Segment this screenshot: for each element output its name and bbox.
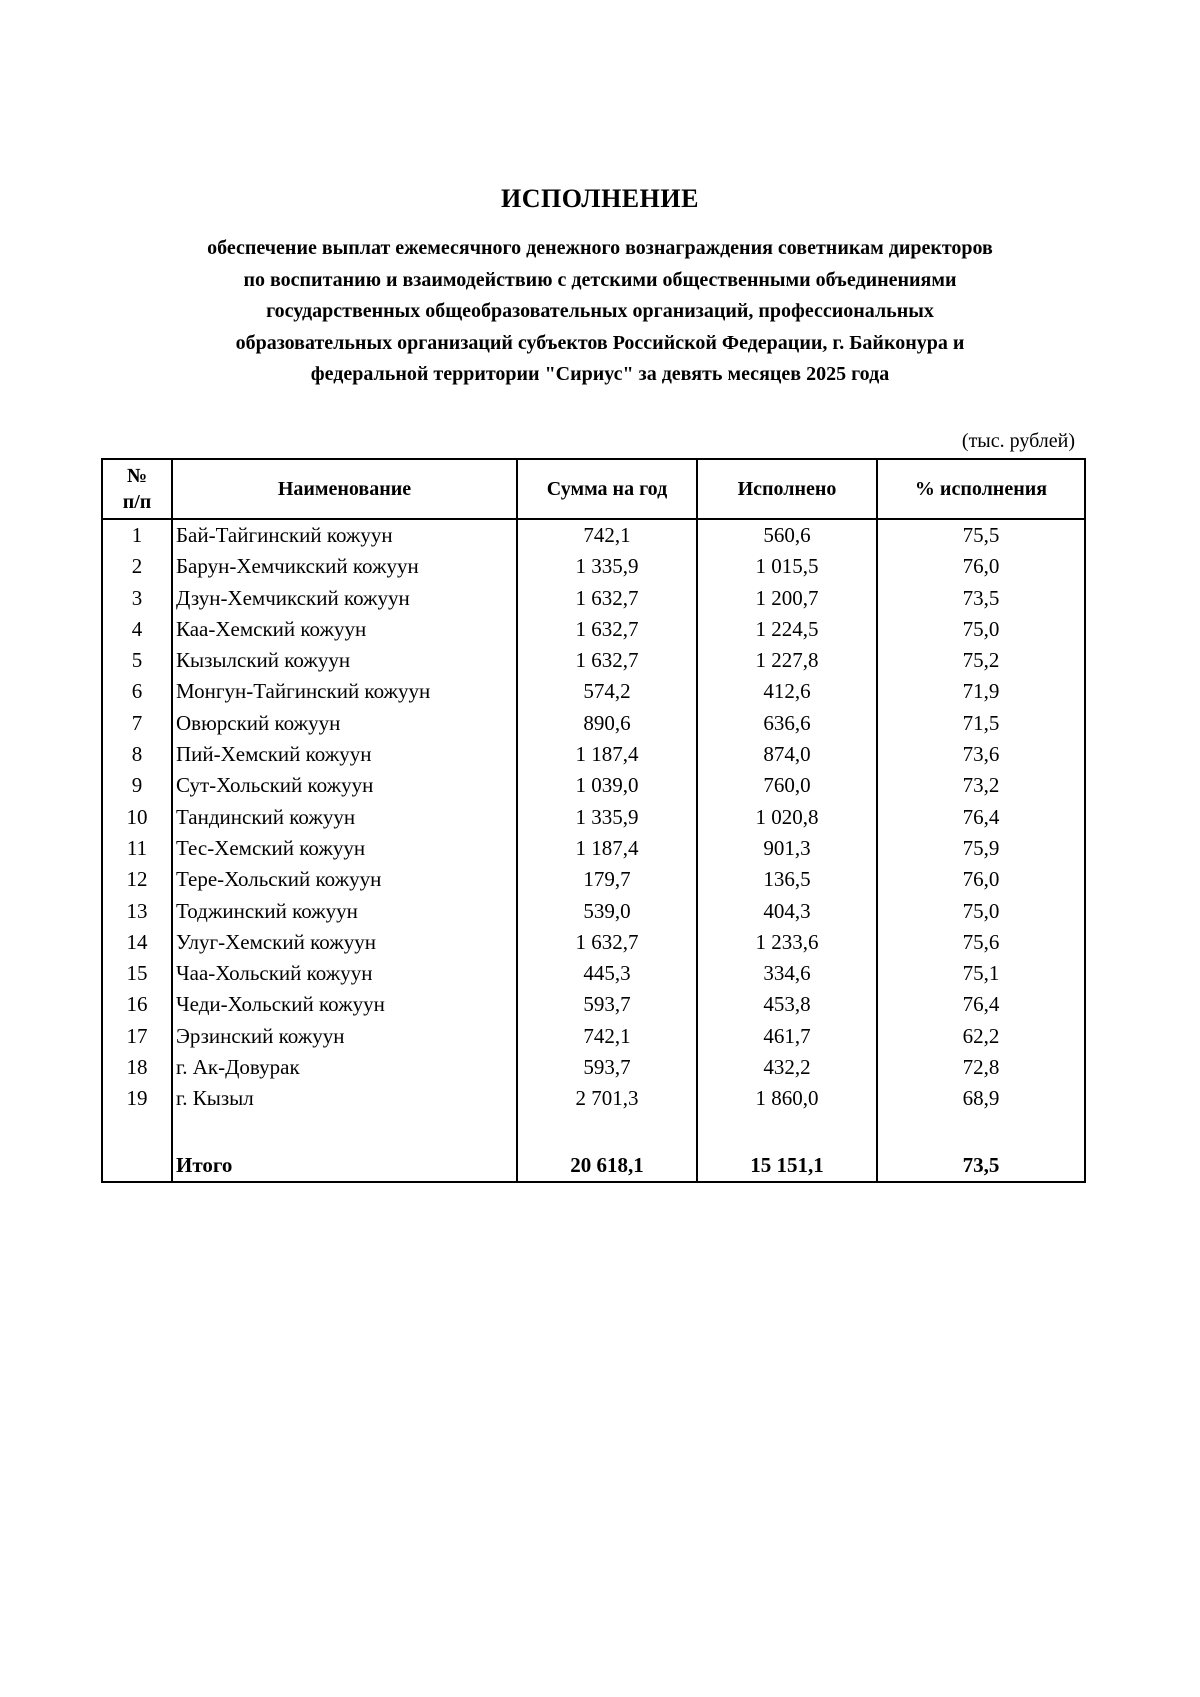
row-percent: 71,5 — [877, 708, 1085, 739]
row-num: 10 — [102, 802, 172, 833]
row-plan: 1 632,7 — [517, 645, 697, 676]
row-name: г. Ак-Довурак — [172, 1052, 517, 1083]
row-done: 1 200,7 — [697, 583, 877, 614]
row-plan: 1 039,0 — [517, 770, 697, 801]
row-percent: 62,2 — [877, 1021, 1085, 1052]
row-done: 874,0 — [697, 739, 877, 770]
units-label: (тыс. рублей) — [961, 430, 1075, 452]
row-plan: 445,3 — [517, 958, 697, 989]
row-done: 136,5 — [697, 864, 877, 895]
row-plan: 890,6 — [517, 708, 697, 739]
total-num-cell — [102, 1149, 172, 1182]
row-name: Кызылский кожуун — [172, 645, 517, 676]
row-num: 6 — [102, 676, 172, 707]
row-num: 2 — [102, 551, 172, 582]
row-num: 11 — [102, 833, 172, 864]
table-row — [102, 989, 1085, 1020]
row-percent: 76,4 — [877, 802, 1085, 833]
total-done: 15 151,1 — [697, 1149, 877, 1182]
row-done: 432,2 — [697, 1052, 877, 1083]
subtitle-line: по воспитанию и взаимодействию с детскими общественными объединениями — [243, 268, 957, 291]
row-plan: 1 335,9 — [517, 551, 697, 582]
subtitle-line: обеспечение выплат ежемесячного денежного вознаграждения советникам директоров — [207, 237, 993, 259]
row-done: 404,3 — [697, 896, 877, 927]
row-num: 17 — [102, 1021, 172, 1052]
total-label: Итого — [172, 1149, 517, 1182]
row-percent: 68,9 — [877, 1083, 1085, 1114]
row-plan: 539,0 — [517, 896, 697, 927]
row-name: Сут-Хольский кожуун — [172, 770, 517, 801]
row-plan: 593,7 — [517, 989, 697, 1020]
row-name: Тес-Хемский кожуун — [172, 833, 517, 864]
row-num: 7 — [102, 708, 172, 739]
row-plan: 1 632,7 — [517, 583, 697, 614]
table-row — [102, 551, 1085, 582]
row-num: 19 — [102, 1083, 172, 1114]
table-row — [102, 802, 1085, 833]
table-row — [102, 1083, 1085, 1114]
row-name: Чаа-Хольский кожуун — [172, 958, 517, 989]
row-name: г. Кызыл — [172, 1083, 517, 1114]
row-name: Барун-Хемчикский кожуун — [172, 551, 517, 582]
row-percent: 72,8 — [877, 1052, 1085, 1083]
row-name: Пий-Хемский кожуун — [172, 739, 517, 770]
table-row — [102, 958, 1085, 989]
row-done: 461,7 — [697, 1021, 877, 1052]
subtitle-line: образовательных организаций субъектов Российской Федерации, г. Байконура и — [235, 331, 965, 354]
row-done: 901,3 — [697, 833, 877, 864]
report-table — [101, 458, 1086, 1183]
row-percent: 75,5 — [877, 519, 1085, 551]
row-num: 3 — [102, 583, 172, 614]
row-num: 15 — [102, 958, 172, 989]
row-plan: 1 187,4 — [517, 833, 697, 864]
row-num: 13 — [102, 896, 172, 927]
table-row — [102, 614, 1085, 645]
row-plan: 742,1 — [517, 1021, 697, 1052]
row-num: 9 — [102, 770, 172, 801]
row-plan: 2 701,3 — [517, 1083, 697, 1114]
row-done: 760,0 — [697, 770, 877, 801]
row-num: 4 — [102, 614, 172, 645]
table-row — [102, 896, 1085, 927]
row-name: Улуг-Хемский кожуун — [172, 927, 517, 958]
row-done: 1 015,5 — [697, 551, 877, 582]
table-row — [102, 1052, 1085, 1083]
header-percent: % исполнения — [877, 459, 1085, 519]
row-name: Овюрский кожуун — [172, 708, 517, 739]
total-plan: 20 618,1 — [517, 1149, 697, 1182]
table-row — [102, 864, 1085, 895]
table-row — [102, 1021, 1085, 1052]
row-plan: 742,1 — [517, 519, 697, 551]
table-row — [102, 739, 1085, 770]
row-percent: 75,9 — [877, 833, 1085, 864]
row-name: Эрзинский кожуун — [172, 1021, 517, 1052]
row-name: Чеди-Хольский кожуун — [172, 989, 517, 1020]
row-percent: 71,9 — [877, 676, 1085, 707]
header-name: Наименование — [172, 459, 517, 519]
total-percent: 73,5 — [877, 1149, 1085, 1182]
row-done: 1 020,8 — [697, 802, 877, 833]
row-plan: 593,7 — [517, 1052, 697, 1083]
table-row — [102, 583, 1085, 614]
document-subtitle — [100, 233, 1100, 391]
row-plan: 574,2 — [517, 676, 697, 707]
row-num: 5 — [102, 645, 172, 676]
header-done: Исполнено — [697, 459, 877, 519]
table-total-row — [102, 1149, 1085, 1182]
row-name: Каа-Хемский кожуун — [172, 614, 517, 645]
table-row — [102, 519, 1085, 551]
row-name: Бай-Тайгинский кожуун — [172, 519, 517, 551]
row-num: 18 — [102, 1052, 172, 1083]
row-done: 412,6 — [697, 676, 877, 707]
row-done: 560,6 — [697, 519, 877, 551]
row-percent: 76,0 — [877, 864, 1085, 895]
row-done: 1 860,0 — [697, 1083, 877, 1114]
row-percent: 73,6 — [877, 739, 1085, 770]
header-plan: Сумма на год — [517, 459, 697, 519]
subtitle-line: федеральной территории "Сириус" за девять месяцев 2025 года — [310, 363, 890, 385]
row-name: Монгун-Тайгинский кожуун — [172, 676, 517, 707]
subtitle-line: государственных общеобразовательных организаций, профессиональных — [266, 300, 934, 322]
table-row — [102, 927, 1085, 958]
row-percent: 75,1 — [877, 958, 1085, 989]
row-num: 8 — [102, 739, 172, 770]
row-name: Тоджинский кожуун — [172, 896, 517, 927]
row-done: 1 224,5 — [697, 614, 877, 645]
table-row — [102, 708, 1085, 739]
table-header-row — [102, 459, 1085, 519]
row-num: 16 — [102, 989, 172, 1020]
row-percent: 75,6 — [877, 927, 1085, 958]
table-row — [102, 770, 1085, 801]
row-percent: 76,4 — [877, 989, 1085, 1020]
row-percent: 76,0 — [877, 551, 1085, 582]
table-spacer-row — [102, 1115, 1085, 1149]
row-name: Тандинский кожуун — [172, 802, 517, 833]
row-done: 1 227,8 — [697, 645, 877, 676]
row-plan: 1 187,4 — [517, 739, 697, 770]
header-num — [102, 459, 172, 519]
row-num: 1 — [102, 519, 172, 551]
row-done: 334,6 — [697, 958, 877, 989]
table-row — [102, 645, 1085, 676]
table-row — [102, 676, 1085, 707]
row-done: 1 233,6 — [697, 927, 877, 958]
table-row — [102, 833, 1085, 864]
row-percent: 75,0 — [877, 896, 1085, 927]
row-percent: 75,0 — [877, 614, 1085, 645]
row-plan: 1 335,9 — [517, 802, 697, 833]
row-percent: 73,2 — [877, 770, 1085, 801]
row-num: 14 — [102, 927, 172, 958]
row-done: 453,8 — [697, 989, 877, 1020]
header-num-line2: п/п — [122, 491, 152, 513]
row-name: Дзун-Хемчикский кожуун — [172, 583, 517, 614]
row-num: 12 — [102, 864, 172, 895]
row-percent: 75,2 — [877, 645, 1085, 676]
row-plan: 179,7 — [517, 864, 697, 895]
row-plan: 1 632,7 — [517, 927, 697, 958]
header-num-line1: № — [126, 465, 148, 487]
row-percent: 73,5 — [877, 583, 1085, 614]
row-plan: 1 632,7 — [517, 614, 697, 645]
row-name: Тере-Хольский кожуун — [172, 864, 517, 895]
row-done: 636,6 — [697, 708, 877, 739]
document-title: ИСПОЛНЕНИЕ — [501, 184, 699, 213]
